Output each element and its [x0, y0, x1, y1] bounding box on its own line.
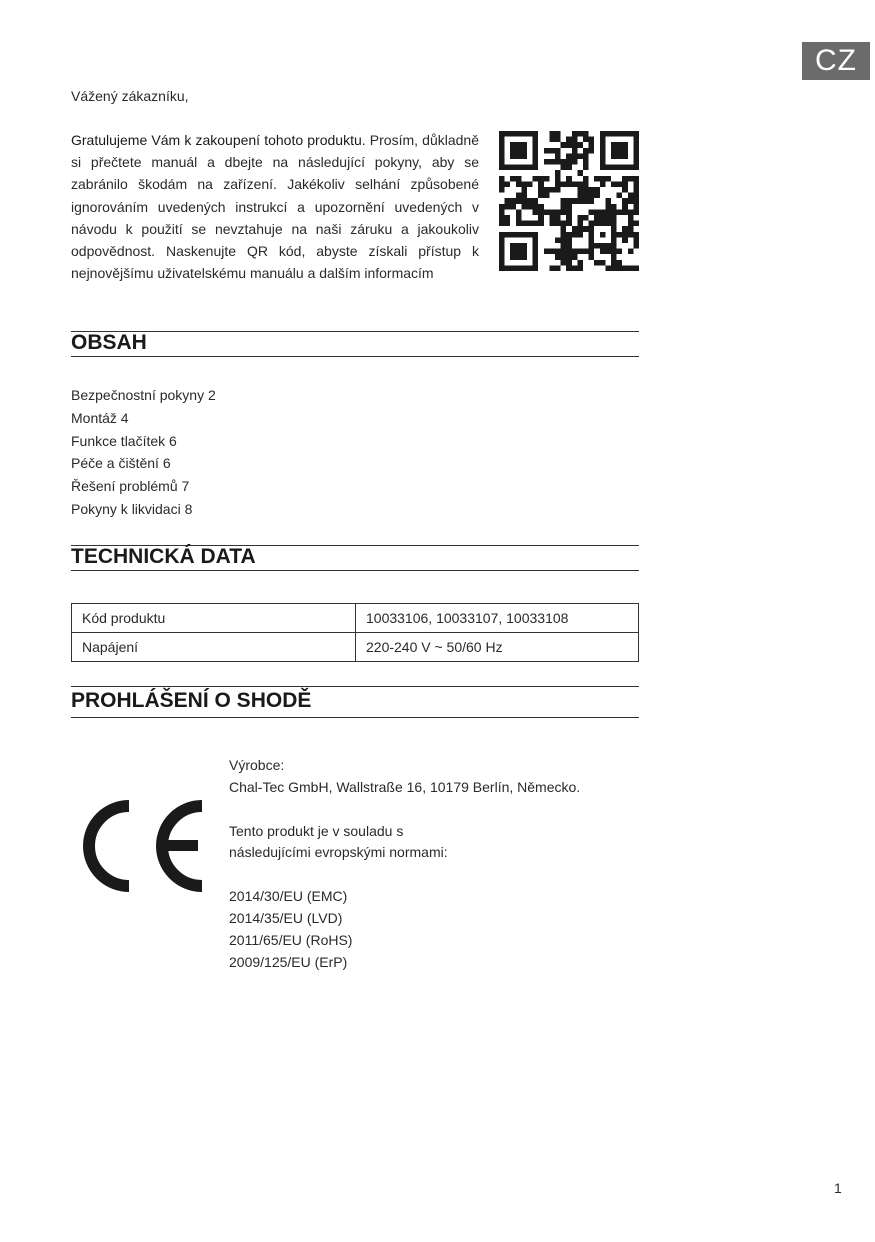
conformity-heading: PROHLÁŠENÍ O SHODĚ — [71, 686, 639, 718]
toc-item: Péče a čištění 6 — [71, 455, 171, 472]
intro-paragraph — [71, 129, 479, 284]
norm-item: 2011/65/EU (RoHS) — [229, 931, 353, 948]
norm-item: 2014/30/EU (EMC) — [229, 888, 348, 905]
table-row — [72, 633, 639, 662]
table-cell-value: 10033106, 10033107, 10033108 — [356, 604, 639, 633]
manufacturer-label: Výrobce: — [229, 757, 285, 773]
tech-data-table — [71, 603, 639, 662]
conformity-statement: Tento produkt je v souladu s — [229, 822, 404, 839]
table-cell-value: 220-240 V ~ 50/60 Hz — [356, 633, 639, 662]
greeting: Vážený zákazníku, — [71, 88, 189, 104]
norm-item: 2014/35/EU (LVD) — [229, 909, 343, 926]
toc-item: Bezpečnostní pokyny 2 — [71, 387, 216, 403]
toc-item: Řešení problémů 7 — [71, 478, 190, 495]
table-cell-label: Kód produktu — [72, 604, 356, 633]
conformity-statement: následujícími evropskými normami: — [229, 844, 448, 861]
declaration-text — [229, 755, 580, 973]
page-number: 1 — [834, 1180, 842, 1196]
toc-item: Montáž 4 — [71, 409, 129, 426]
qr-code-icon — [499, 131, 639, 271]
contents-heading: OBSAH — [71, 331, 639, 357]
manufacturer-address: Chal-Tec GmbH, Wallstraße 16, 10179 Berlín, Německo. — [229, 778, 581, 795]
norm-item: 2009/125/EU (ErP) — [229, 953, 348, 970]
intro-lead: Gratulujeme Vám k zakoupení tohoto produktu. — [71, 132, 366, 148]
tech-data-heading: TECHNICKÁ DATA — [71, 545, 639, 571]
table-of-contents — [71, 384, 216, 521]
ce-mark-icon — [82, 800, 208, 892]
toc-item: Funkce tlačítek 6 — [71, 432, 177, 449]
toc-item: Pokyny k likvidaci 8 — [71, 500, 193, 517]
table-cell-label: Napájení — [72, 633, 356, 662]
intro-body: Prosím, důkladně si přečtete manuál a dbejte na následující pokyny, aby se zabránilo škodám na zařízení. Jakékoliv selhání způsobené ignorováním uvedených instrukcí a upozornění uvedených v návodu k použití se nevztahuje na naši záruku a jakoukoliv odpovědnost. Naskenujte QR kód, abyste získali přístup k nejnovějšímu uživatelskému manuálu a dalším informacím — [71, 132, 479, 282]
language-badge: CZ — [802, 42, 870, 80]
table-row — [72, 604, 639, 633]
